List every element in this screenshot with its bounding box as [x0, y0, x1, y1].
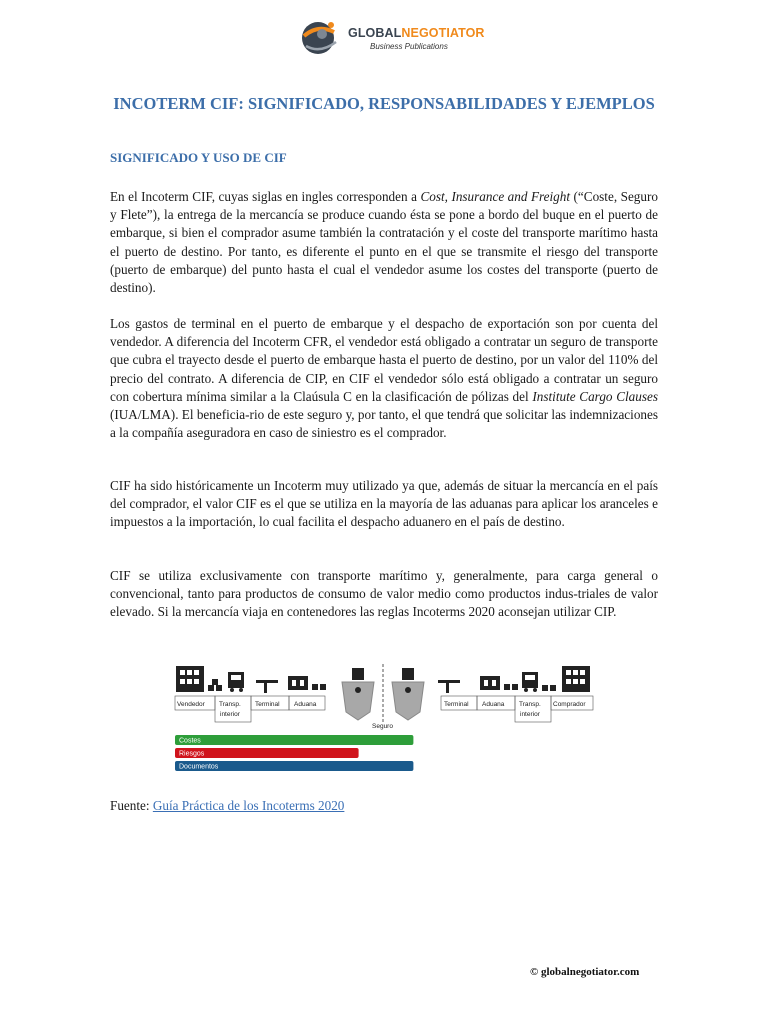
incoterm-diagram	[174, 660, 596, 775]
bar-label-documentos: Documentos	[179, 763, 219, 771]
logo-subtitle: Business Publications	[370, 42, 448, 51]
footer-copyright: © globalnegotiator.com	[530, 966, 640, 978]
truck-icon-2	[522, 672, 538, 692]
logo	[298, 16, 485, 58]
bar-label-riesgos: Riesgos	[179, 750, 205, 758]
source-line: Fuente: Guía Práctica de los Incoterms 2020	[110, 798, 345, 813]
buyer-building-icon	[562, 666, 590, 692]
label-aduana-1: Aduana	[294, 701, 317, 708]
paragraph-4: CIF se utiliza exclusivamente con transporte marítimo y, generalmente, para carga general o convencional, tanto para productos de consumo de valor medio como productos indus-triales de valor elevado. Si la mercancía viaja en contenedores las reglas Incoterms 2020 aconsejan utilizar CIP.	[110, 568, 658, 620]
truck-icon-1	[228, 672, 244, 692]
boxes-icon-2	[312, 684, 326, 690]
boxes-icon-3	[504, 684, 518, 690]
paragraph-2: Los gastos de terminal en el puerto de embarque y el despacho de exportación son por cuenta del vendedor. A diferencia del Incoterm CFR, el vendedor está obligado a contratar un seguro de transporte que cubra el trayecto desde el puerto de embarque hasta el puerto de destino, por un valor del 110% del precio del contrato. A diferencia de CIP, en CIF el vendedor sólo está obligado a contratar un seguro con cobertura mínima similar a la Claúsula C en la clasificación de pólizas del Institute Cargo Clauses (IUA/LMA). El beneficia-rio de este seguro y, por tanto, el que tendrá que solicitar las indemnizaciones a la compañía aseguradora en caso de siniestro es el comprador.	[110, 316, 658, 441]
boxes-icon	[208, 679, 222, 691]
label-aduana-2: Aduana	[482, 701, 505, 708]
label-interior-1: interior	[220, 711, 240, 718]
bar-costes	[175, 735, 413, 745]
paragraph-1: En el Incoterm CIF, cuyas siglas en ingles corresponden a Cost, Insurance and Freight (“Coste, Seguro y Flete”), la entrega de la mercancía se produce cuando ésta se pone a bordo del buque en el puerto de embarque, si bien el comprador asume también la contratación y el coste del transporte marítimo hasta el puerto de destino. Por tanto, es diferente el punto en el que se transmite el riesgo del transporte (puerto de embarque) del punto hasta el cual el vendedor asume los costes del transporte (puerto de destino).	[110, 189, 658, 296]
label-seguro: Seguro	[372, 723, 393, 730]
paragraph-3: CIF ha sido históricamente un Incoterm muy utilizado ya que, además de situar la mercancía en el país del comprador, el valor CIF es el que se utiliza en la mayoría de las aduanas para aplicar los aranceles e impuestos a la importación, lo cual facilita el despacho aduanero en el país de destino.	[110, 478, 658, 530]
warehouse-icon-2	[480, 676, 500, 690]
label-transp-1: Transp.	[219, 701, 241, 708]
ship-icon-2	[392, 668, 424, 720]
crane-icon-2	[438, 680, 460, 693]
globe-logo-icon	[298, 16, 342, 58]
boxes-icon-4	[542, 685, 556, 691]
label-terminal-2: Terminal	[444, 701, 469, 708]
page-title: INCOTERM CIF: SIGNIFICADO, RESPONSABILIDADES Y EJEMPLOS	[113, 94, 655, 113]
warehouse-icon-1	[288, 676, 308, 690]
label-comprador: Comprador	[553, 701, 586, 708]
label-interior-2: interior	[520, 711, 540, 718]
bar-label-costes: Costes	[179, 737, 201, 745]
label-terminal-1: Terminal	[255, 701, 280, 708]
crane-icon-1	[256, 680, 278, 693]
ship-icon-1	[342, 668, 374, 720]
source-link[interactable]: Guía Práctica de los Incoterms 2020	[152, 798, 345, 813]
seller-building-icon	[176, 666, 204, 692]
label-transp-2: Transp.	[519, 701, 541, 708]
section-title: SIGNIFICADO Y USO DE CIF	[110, 150, 287, 165]
logo-name: GLOBALNEGOTIATOR	[348, 26, 485, 40]
label-vendedor: Vendedor	[177, 701, 205, 708]
